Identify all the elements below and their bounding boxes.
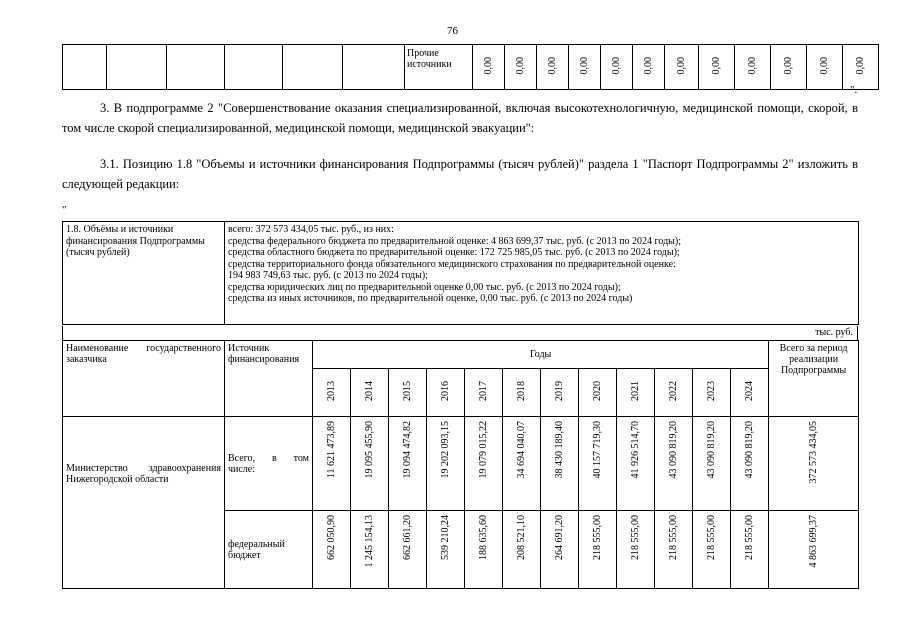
year-header (655, 369, 693, 417)
value-cell (351, 417, 389, 511)
top-row-value-text: 0,00 (747, 56, 758, 75)
year-header (465, 369, 503, 417)
value-cell-text: 41 926 514,70 (630, 421, 641, 479)
year-header-text: 2024 (744, 381, 756, 401)
year-header (313, 369, 351, 417)
value-cell-text: 662 661,20 (402, 515, 413, 560)
top-row-value-text: 0,00 (611, 56, 622, 75)
empty-cell (225, 45, 283, 90)
value-cell (503, 417, 541, 511)
total-cell-text: 372 573 434,05 (808, 421, 820, 484)
value-cell (313, 417, 351, 511)
top-row-value-text: 0,00 (483, 56, 494, 75)
year-header (579, 369, 617, 417)
empty-cell (107, 45, 167, 90)
value-cell-text: 34 694 040,07 (516, 421, 527, 479)
opening-quote: " (62, 204, 67, 216)
year-header-text: 2020 (592, 381, 603, 401)
passport-line: средства территориального фонда обязательного медицинского страхования по предварительной оценке: (228, 258, 676, 270)
top-row-value-text: 0,00 (547, 56, 558, 75)
value-cell (389, 511, 427, 589)
value-cell-text: 539 210,24 (440, 515, 451, 560)
value-cell-text: 208 521,10 (516, 515, 527, 560)
year-header-text: 2021 (630, 381, 641, 401)
year-header-text: 2013 (326, 381, 337, 401)
source-cell-total: Всего, в том числе: (225, 417, 313, 511)
value-cell (541, 511, 579, 589)
value-cell-text: 43 090 819,20 (668, 421, 679, 479)
top-row-value (735, 45, 771, 90)
passport-line: средства юридических лиц по предварительной оценке 0,00 тыс. руб. (с 2013 по 2024 годы); (228, 281, 621, 293)
value-cell-text: 662 050,90 (326, 515, 337, 560)
top-row-value (843, 45, 879, 90)
year-header-text: 2019 (554, 381, 565, 401)
value-cell (693, 511, 731, 589)
page-number: 76 (447, 25, 458, 37)
value-cell-text: 43 090 819,20 (744, 421, 756, 479)
top-row-value (665, 45, 699, 90)
year-header-text: 2022 (668, 381, 679, 401)
top-row-value-text: 0,00 (855, 56, 866, 75)
top-row-value-text: 0,00 (783, 56, 794, 75)
value-cell (313, 511, 351, 589)
source-label: Прочие источники (407, 48, 452, 70)
value-cell-text: 218 555,00 (744, 515, 756, 560)
passport-line: всего: 372 573 434,05 тыс. руб., из них: (228, 224, 394, 235)
empty-cell (283, 45, 343, 90)
value-cell-text: 19 095 455,90 (364, 421, 375, 479)
value-cell (541, 417, 579, 511)
passport-line: средства федерального бюджета по предварительной оценке: 4 863 699,37 тыс. руб. (с 2013 по 2024 годы); (228, 235, 682, 247)
customer-cell: Министерство здравоохранения Нижегородской области (63, 417, 225, 589)
empty-cell (63, 45, 107, 90)
top-row-value-text: 0,00 (579, 56, 590, 75)
value-cell-text: 11 621 473,89 (326, 421, 337, 479)
value-cell (579, 511, 617, 589)
empty-cell (167, 45, 225, 90)
value-cell-text: 218 555,00 (668, 515, 679, 560)
value-cell (655, 417, 693, 511)
paragraph-subprogram-2: 3. В подпрограмме 2 "Совершенствование оказания специализированной, включая высокотехнологичную, медицинской помощи, скорой, в том числе скорой специализированной, медицинской помощи, медицинской эвакуации": (62, 101, 858, 135)
value-cell (617, 511, 655, 589)
passport-line: средства из иных источников, по предварительной оценке, 0,00 тыс. руб. (с 2013 по 2024 годы) (228, 293, 633, 304)
value-cell-text: 19 079 015,22 (478, 421, 489, 479)
year-header-text: 2015 (402, 381, 413, 401)
header-total: Всего за период реализации Подпрограммы (769, 341, 859, 417)
value-cell (731, 511, 769, 589)
passport-line: 194 983 749,63 тыс. руб. (с 2013 по 2024 годы); (228, 270, 428, 281)
year-header (731, 369, 769, 417)
closing-quote: ". (850, 84, 858, 96)
passport-right-cell (225, 222, 859, 325)
value-cell (579, 417, 617, 511)
top-row-value (771, 45, 807, 90)
year-header-text: 2023 (706, 381, 717, 401)
financing-table (62, 340, 859, 589)
total-cell-text: 4 863 699,37 (808, 515, 820, 568)
top-row-value (505, 45, 537, 90)
source-cell-federal: федеральный бюджет (225, 511, 313, 589)
source-label-cell (405, 45, 473, 90)
year-header-text: 2016 (440, 381, 451, 401)
continued-table-row (62, 44, 879, 90)
empty-cell (343, 45, 405, 90)
value-cell (693, 417, 731, 511)
value-cell-text: 40 157 719,30 (592, 421, 603, 479)
value-cell-text: 19 202 093,15 (440, 421, 451, 479)
value-cell (427, 417, 465, 511)
year-header (617, 369, 655, 417)
year-header-text: 2017 (478, 381, 489, 401)
value-cell-text: 43 090 819,20 (706, 421, 717, 479)
top-row-value-text: 0,00 (819, 56, 830, 75)
value-cell-text: 218 555,00 (630, 515, 641, 560)
value-cell-text: 218 555,00 (592, 515, 603, 560)
top-row-value (569, 45, 601, 90)
unit-label: тыс. руб. (62, 326, 858, 340)
year-header (427, 369, 465, 417)
year-header-text: 2014 (364, 381, 375, 401)
top-row-value (537, 45, 569, 90)
value-cell-text: 188 635,60 (478, 515, 489, 560)
top-row-value (633, 45, 665, 90)
value-cell (731, 417, 769, 511)
year-header (351, 369, 389, 417)
year-header (541, 369, 579, 417)
value-cell (503, 511, 541, 589)
passport-left-cell: 1.8. Объёмы и источники финансирования Подпрограммы (тысяч рублей) (63, 222, 225, 325)
value-cell-text: 1 245 154,13 (364, 515, 375, 568)
header-customer: Наименование государственного заказчика (63, 341, 225, 417)
value-cell-text: 218 555,00 (706, 515, 717, 560)
top-row-value (473, 45, 505, 90)
top-row-value (699, 45, 735, 90)
year-header (693, 369, 731, 417)
paragraph-position-1-8: 3.1. Позицию 1.8 "Объемы и источники финансирования Подпрограммы (тысяч рублей)" раздела 1 "Паспорт Подпрограммы 2" изложить в следующей редакции: (62, 157, 858, 191)
year-header-text: 2018 (516, 381, 527, 401)
value-cell (617, 417, 655, 511)
top-row-value-text: 0,00 (643, 56, 654, 75)
value-cell (389, 417, 427, 511)
value-cell-text: 38 430 189,40 (554, 421, 565, 479)
total-cell (769, 417, 859, 511)
value-cell-text: 264 691,20 (554, 515, 565, 560)
top-row-value (601, 45, 633, 90)
value-cell (351, 511, 389, 589)
top-row-value-text: 0,00 (515, 56, 526, 75)
header-source: Источник финансирования (225, 341, 313, 417)
total-cell (769, 511, 859, 589)
passport-table (62, 221, 859, 325)
value-cell (465, 511, 503, 589)
value-cell (465, 417, 503, 511)
year-header (389, 369, 427, 417)
top-row-value-text: 0,00 (711, 56, 722, 75)
top-row-value (807, 45, 843, 90)
header-years: Годы (313, 341, 769, 369)
top-row-value-text: 0,00 (676, 56, 687, 75)
value-cell (427, 511, 465, 589)
year-header (503, 369, 541, 417)
passport-line: средства областного бюджета по предварительной оценке: 172 725 985,05 тыс. руб. (с 2013 по 2024 годы); (228, 247, 680, 258)
value-cell (655, 511, 693, 589)
value-cell-text: 19 094 474,82 (402, 421, 413, 479)
